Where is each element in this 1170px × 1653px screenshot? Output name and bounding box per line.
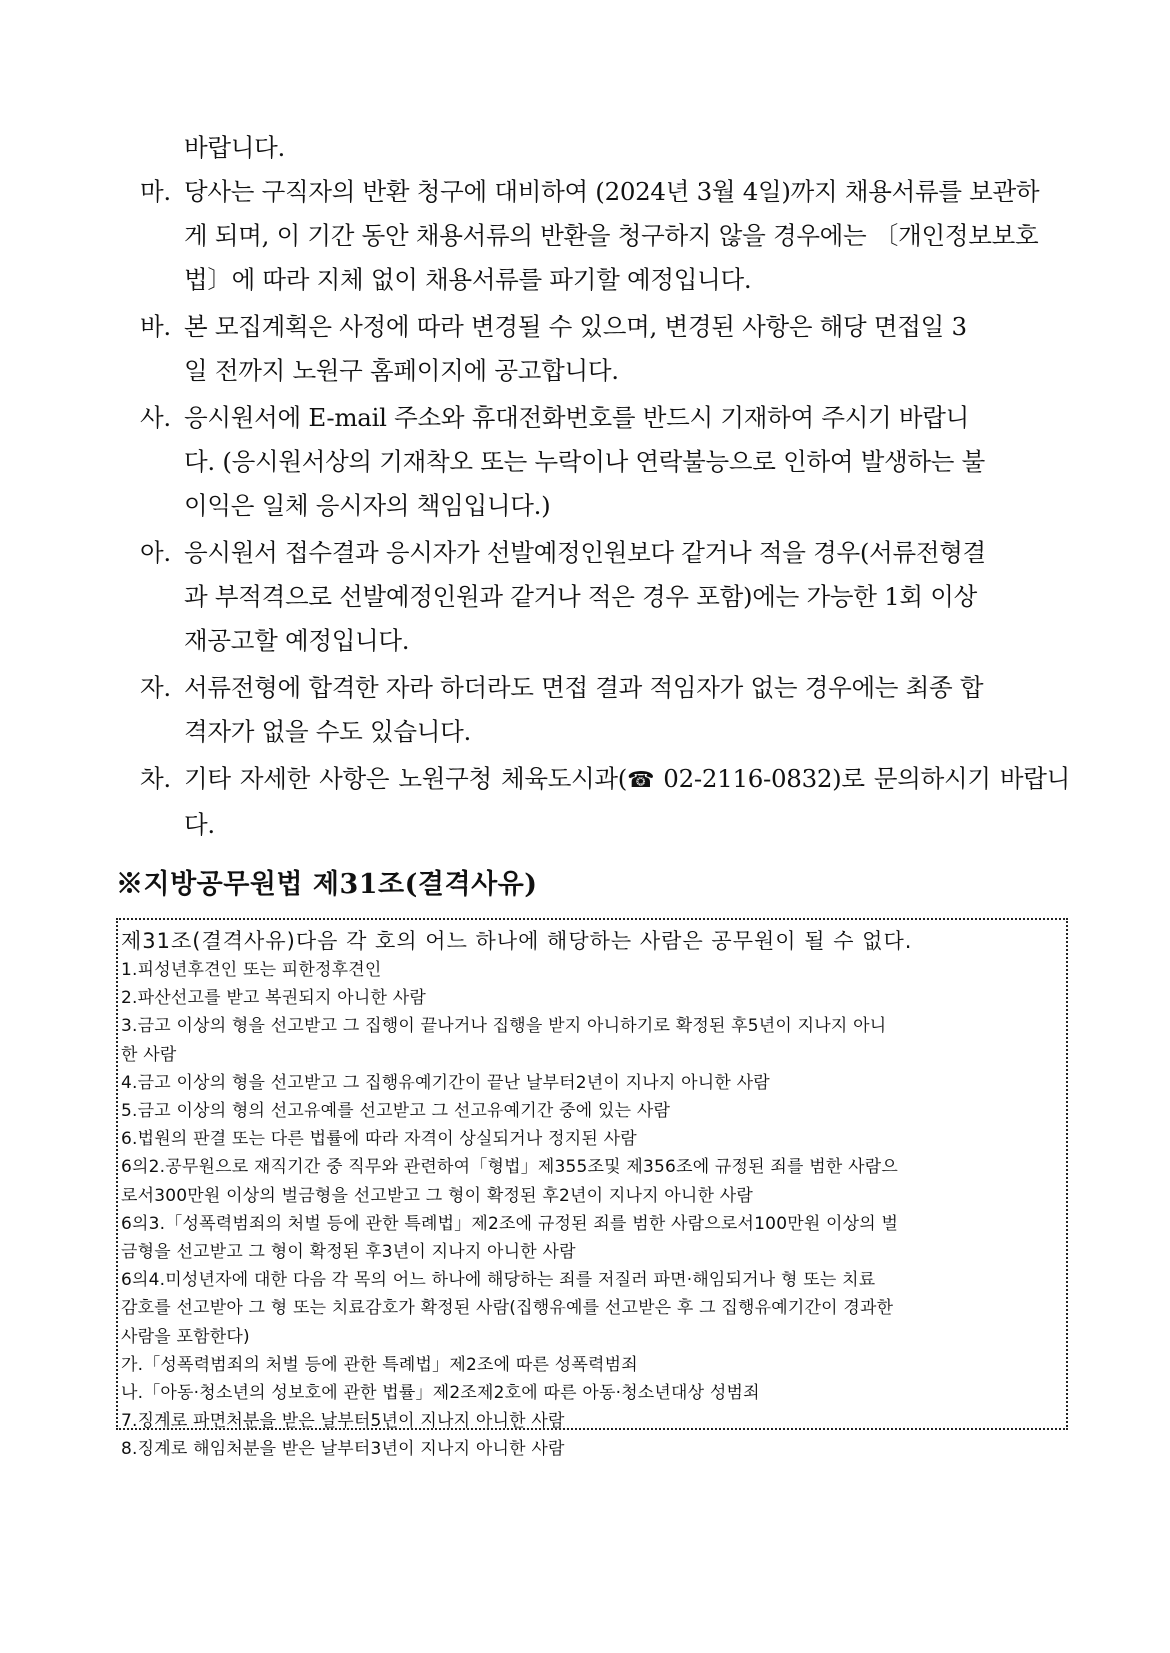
- law-text-box: [116, 918, 1068, 1460]
- contact-text-end: )로 문의하시기 바랍니다.: [184, 764, 1070, 839]
- law-line: 금형을 선고받고 그 형이 확정된 후3년이 지나지 아니한 사람: [121, 1242, 576, 1263]
- item-body: [184, 396, 1070, 528]
- item-marker: 아.: [140, 538, 171, 567]
- law-line: 나.「아동·청소년의 성보호에 관한 법률」제2조제2호에 따른 아동·청소년대상 성범죄: [121, 1383, 760, 1404]
- law-line: 6.법원의 판결 또는 다른 법률에 따라 자격이 상실되거나 정지된 사람: [121, 1129, 637, 1150]
- item-line: 본 모집계획은 사정에 따라 변경될 수 있으며, 변경된 사항은 해당 면접일 3: [184, 312, 967, 341]
- law-line: 사람을 포함한다): [121, 1326, 250, 1347]
- law-line: 한 사람: [121, 1044, 177, 1065]
- notice-item-a: [140, 531, 1070, 663]
- section-title: ※지방공무원법 제31조(결격사유): [116, 869, 538, 900]
- item-marker: 사.: [140, 403, 171, 432]
- item-body: [184, 757, 1070, 847]
- item-marker: 자.: [140, 673, 171, 702]
- contact-text: 기타 자세한 사항은 노원구청 체육도시과(: [184, 764, 628, 793]
- item-line: 이익은 일체 응시자의 책임입니다.): [184, 491, 551, 520]
- item-line: 다. (응시원서상의 기재착오 또는 누락이나 연락불능으로 인하여 발생하는 불: [184, 447, 986, 476]
- item-body: [184, 170, 1070, 302]
- item-marker: 차.: [140, 764, 171, 793]
- law-heading: 제31조(결격사유)다음 각 호의 어느 하나에 해당하는 사람은 공무원이 될 수 없다.: [121, 929, 913, 953]
- item-body: [184, 531, 1070, 663]
- item-marker: 마.: [140, 177, 171, 206]
- law-line: 3.금고 이상의 형을 선고받고 그 집행이 끝나거나 집행을 받지 아니하기로 확정된 후5년이 지나지 아니: [121, 1016, 887, 1037]
- law-line: 7.징계로 파면처분을 받은 날부터5년이 지나지 아니한 사람: [121, 1411, 565, 1432]
- law-line: 8.징계로 해임처분을 받은 날부터3년이 지나지 아니한 사람: [121, 1439, 565, 1460]
- phone-number: 02-2116-0832: [654, 764, 833, 793]
- item-line: 격자가 없을 수도 있습니다.: [184, 717, 471, 746]
- notice-item-ba: [140, 305, 1070, 393]
- law-line: 6의2.공무원으로 재직기간 중 직무와 관련하여「형법」제355조및 제356조에 규정된 죄를 범한 사람으: [121, 1157, 898, 1178]
- notice-item-cha: [140, 757, 1070, 847]
- law-line: 2.파산선고를 받고 복권되지 아니한 사람: [121, 988, 426, 1009]
- item-line: 재공고할 예정입니다.: [184, 626, 410, 655]
- item-line: 당사는 구직자의 반환 청구에 대비하여 (2024년 3월 4일)까지 채용서류를 보관하: [184, 177, 1040, 206]
- carryover-text: 바랍니다.: [184, 133, 285, 162]
- law-line: 4.금고 이상의 형을 선고받고 그 집행유예기간이 끝난 날부터2년이 지나지 아니한 사람: [121, 1072, 770, 1093]
- item-line: 일 전까지 노원구 홈페이지에 공고합니다.: [184, 356, 619, 385]
- item-body: [184, 305, 1070, 393]
- notice-item-ma: [140, 170, 1070, 302]
- law-line: 감호를 선고받아 그 형 또는 치료감호가 확정된 사람(집행유예를 선고받은 후 그 집행유예기간이 경과한: [121, 1298, 894, 1319]
- law-line: 6의4.미성년자에 대한 다음 각 목의 어느 하나에 해당하는 죄를 저질러 파면·해임되거나 형 또는 치료: [121, 1270, 876, 1291]
- phone-icon: ☎: [627, 768, 655, 793]
- item-line: 게 되며, 이 기간 동안 채용서류의 반환을 청구하지 않을 경우에는 〔개인정보보호: [184, 221, 1039, 250]
- item-line: 과 부적격으로 선발예정인원과 같거나 적은 경우 포함)에는 가능한 1회 이상: [184, 582, 977, 611]
- law-line: 1.피성년후견인 또는 피한정후견인: [121, 960, 382, 980]
- item-line: 법〕에 따라 지체 없이 채용서류를 파기할 예정입니다.: [184, 265, 752, 294]
- item-line: 응시원서 접수결과 응시자가 선발예정인원보다 같거나 적을 경우(서류전형결: [184, 538, 986, 567]
- item-line: 응시원서에 E-mail 주소와 휴대전화번호를 반드시 기재하여 주시기 바랍니: [184, 403, 970, 432]
- item-body: [184, 666, 1070, 754]
- item-marker: 바.: [140, 312, 171, 341]
- law-line: 6의3.「성폭력범죄의 처벌 등에 관한 특례법」제2조에 규정된 죄를 범한 사람으로서100만원 이상의 벌: [121, 1213, 899, 1234]
- law-line: 로서300만원 이상의 벌금형을 선고받고 그 형이 확정된 후2년이 지나지 아니한 사람: [121, 1185, 754, 1206]
- notice-list: [140, 126, 1070, 850]
- notice-item-sa: [140, 396, 1070, 528]
- item-line: 서류전형에 합격한 자라 하더라도 면접 결과 적임자가 없는 경우에는 최종 합: [184, 673, 984, 702]
- law-line: 가.「성폭력범죄의 처벌 등에 관한 특례법」제2조에 따른 성폭력범죄: [121, 1354, 638, 1375]
- law-line: 5.금고 이상의 형의 선고유예를 선고받고 그 선고유예기간 중에 있는 사람: [121, 1101, 671, 1122]
- notice-item-ja: [140, 666, 1070, 754]
